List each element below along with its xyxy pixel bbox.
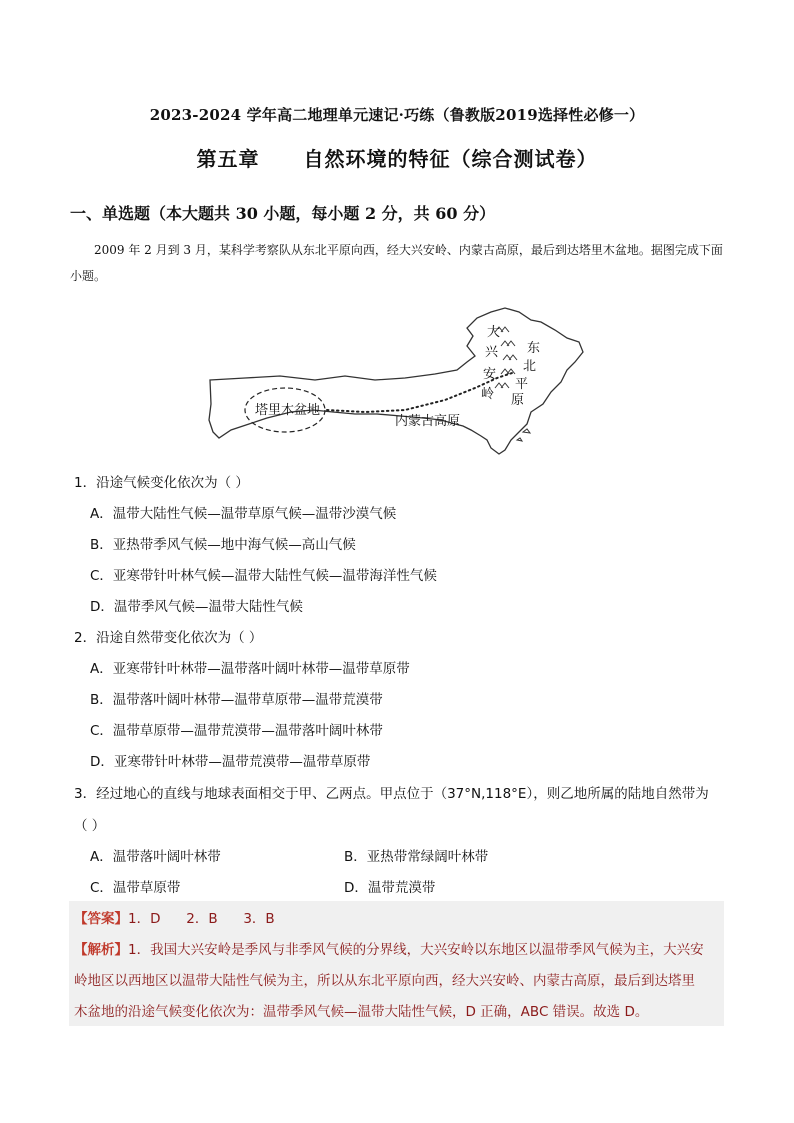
question-3-option-b: B．亚热带常绿阔叶林带 xyxy=(344,849,489,865)
answer-tag: 【答案】 xyxy=(74,911,128,927)
label-mongolia: 内蒙古高原 xyxy=(395,414,461,429)
answer-text: 1．D 2．B 3．B xyxy=(128,911,275,927)
label-dxal-2: 兴 xyxy=(485,345,499,360)
question-3-stem-blank: （ ） xyxy=(74,818,106,834)
section-heading: 一、单选题（本大题共 30 小题，每小题 2 分，共 60 分） xyxy=(70,204,496,223)
intro-paragraph: 2009 年 2 月到 3 月，某科学考察队从东北平原向西，经大兴安岭、内蒙古高原，最后到达塔里木盆地。据图完成下面小题。 xyxy=(70,243,723,283)
route-map xyxy=(205,300,590,460)
label-dxal-1: 大 xyxy=(487,325,501,340)
question-2-option-a: A．亚寒带针叶林带—温带落叶阔叶林带—温带草原带 xyxy=(90,661,410,677)
question-1-option-b: B．亚热带季风气候—地中海气候—高山气候 xyxy=(90,537,356,553)
question-3-option-a: A．温带落叶阔叶林带 xyxy=(90,849,221,865)
analysis-line-1 xyxy=(74,938,704,958)
question-3-option-d: D．温带荒漠带 xyxy=(344,880,436,896)
label-dbpy-1: 东 xyxy=(527,341,541,356)
chapter-number: 第五章 xyxy=(196,147,260,171)
question-2-option-d: D．亚寒带针叶林带—温带荒漠带—温带草原带 xyxy=(90,754,371,770)
coast-islands xyxy=(517,429,530,441)
answer-line xyxy=(74,907,275,927)
document-header: 2023-2024 学年高二地理单元速记·巧练（鲁教版2019选择性必修一） xyxy=(149,106,645,124)
label-tarim: 塔里木盆地 xyxy=(255,403,321,418)
question-1-option-d: D．温带季风气候—温带大陆性气候 xyxy=(90,599,303,615)
analysis-line-3: 木盆地的沿途气候变化依次为：温带季风气候—温带大陆性气候，D 正确，ABC 错误。故选 D。 xyxy=(74,1004,649,1020)
question-2-stem: 2．沿途自然带变化依次为（ ） xyxy=(74,630,263,646)
label-dxal-3: 安 xyxy=(483,367,497,382)
label-dbpy-3: 平 xyxy=(515,377,529,392)
question-1-stem: 1．沿途气候变化依次为（ ） xyxy=(74,475,249,491)
chapter-title xyxy=(0,143,794,172)
label-dxal-4: 岭 xyxy=(481,387,495,402)
question-1-option-c: C．亚寒带针叶林气候—温带大陆性气候—温带海洋性气候 xyxy=(90,568,437,584)
question-2-option-b: B．温带落叶阔叶林带—温带草原带—温带荒漠带 xyxy=(90,692,383,708)
question-2-option-c: C．温带草原带—温带荒漠带—温带落叶阔叶林带 xyxy=(90,723,383,739)
chapter-name: 自然环境的特征（综合测试卷） xyxy=(303,147,598,171)
question-1-option-a: A．温带大陆性气候—温带草原气候—温带沙漠气候 xyxy=(90,506,397,522)
label-dbpy-4: 原 xyxy=(511,393,525,408)
label-dbpy-2: 北 xyxy=(523,359,537,374)
analysis-tag: 【解析】 xyxy=(74,942,128,958)
analysis-text-1: 1．我国大兴安岭是季风与非季风气候的分界线，大兴安岭以东地区以温带季风气候为主，大兴安 xyxy=(128,942,704,958)
analysis-line-2: 岭地区以西地区以温带大陆性气候为主，所以从东北平原向西，经大兴安岭、内蒙古高原，最后到达塔里 xyxy=(74,973,695,989)
question-3-stem: 3．经过地心的直线与地球表面相交于甲、乙两点。甲点位于（37°N,118°E），则乙地所属的陆地自然带为 xyxy=(74,786,709,802)
question-3-option-c: C．温带草原带 xyxy=(90,880,181,896)
